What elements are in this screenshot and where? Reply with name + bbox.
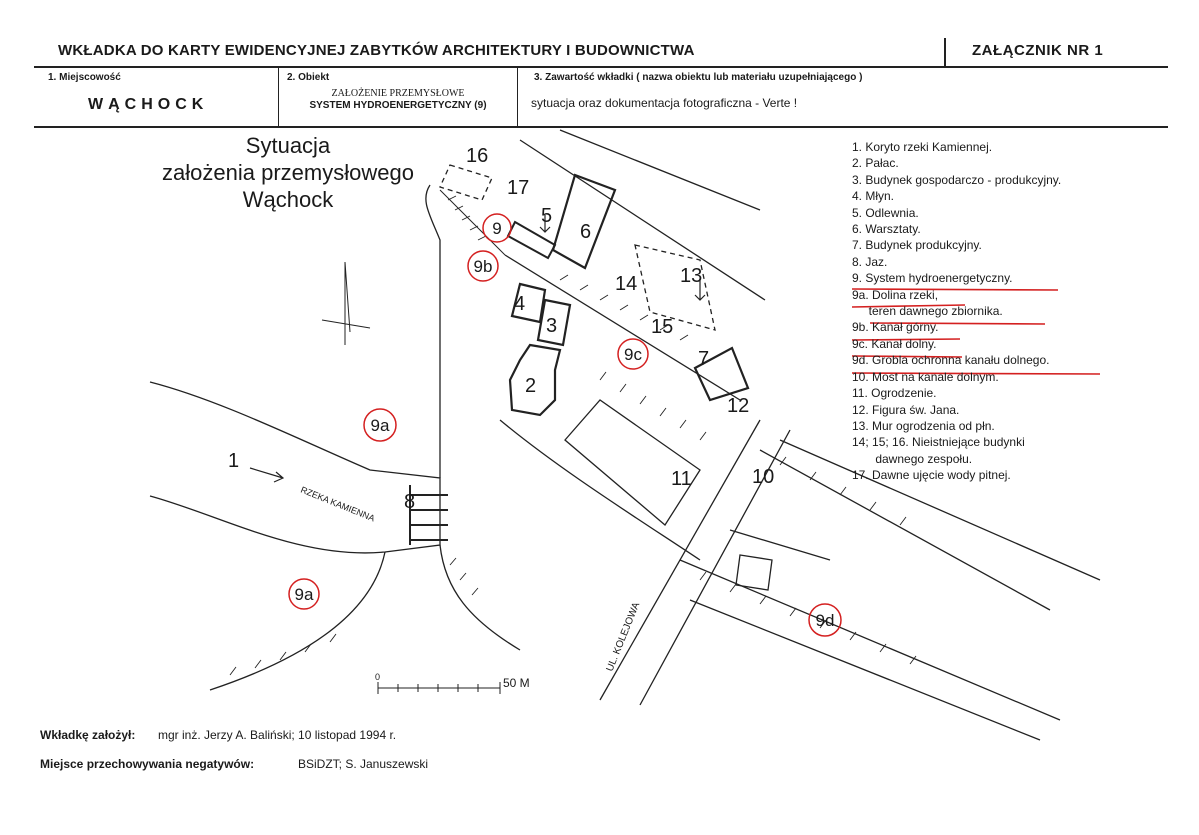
locality-label: 1. Miejscowość — [48, 72, 121, 83]
map-title-line-2: założenia przemysłowego — [162, 160, 414, 185]
label-4: 4 — [514, 293, 526, 315]
author-value: mgr inż. Jerzy A. Baliński; 10 listopad 1994 r. — [158, 728, 397, 742]
label-17: 17 — [507, 177, 530, 199]
circled-label-9a-lower: 9a — [294, 585, 314, 604]
author-label: Wkładkę założył: — [40, 728, 136, 742]
legend-item: 9d. Grobla ochronna kanału dolnego. — [852, 353, 1050, 368]
river-outline — [150, 382, 440, 553]
circled-label-9b: 9b — [473, 257, 493, 276]
circled-label-9a-upper: 9a — [370, 416, 390, 435]
legend-item: 7. Budynek produkcyjny. — [852, 238, 982, 253]
storage-value: BSiDZT; S. Januszewski — [298, 757, 429, 771]
legend-item: 9. System hydroenergetyczny. — [852, 271, 1013, 286]
legend-item: 1. Koryto rzeki Kamiennej. — [852, 140, 993, 154]
map-title-line-1: Sytuacja — [245, 133, 331, 158]
contents-value: sytuacja oraz dokumentacja fotograficzna - Verte ! — [531, 96, 798, 110]
legend-item: dawnego zespołu. — [852, 451, 973, 466]
legend-item: 9a. Dolina rzeki, — [852, 287, 939, 302]
scale-label: 50 M — [503, 676, 530, 690]
annex-number: ZAŁĄCZNIK NR 1 — [972, 42, 1104, 59]
label-6: 6 — [580, 221, 592, 243]
legend-item: 9b. Kanał górny. — [852, 320, 939, 335]
storage-label: Miejsce przechowywania negatywów: — [40, 757, 255, 771]
scale-bar — [378, 682, 500, 694]
map-title-line-3: Wąchock — [242, 187, 334, 212]
label-5: 5 — [541, 205, 553, 227]
river-label: RZEKA KAMIENNA — [299, 484, 377, 524]
label-8: 8 — [404, 491, 416, 513]
label-3: 3 — [546, 315, 558, 337]
object-line-2: SYSTEM HYDROENERGETYCZNY (9) — [309, 100, 487, 111]
legend-item: 17. Dawne ujęcie wody pitnej. — [852, 468, 1011, 483]
label-2: 2 — [525, 375, 537, 397]
object-label: 2. Obiekt — [287, 72, 330, 83]
legend-item: teren dawnego zbiornika. — [852, 304, 1003, 319]
legend-item: 3. Budynek gospodarczo - produkcyjny. — [852, 172, 1062, 187]
legend-item: 12. Figura św. Jana. — [852, 402, 960, 417]
label-1: 1 — [228, 450, 240, 472]
circled-label-9c: 9c — [624, 345, 642, 364]
circled-label-9d: 9d — [815, 611, 835, 630]
document-title: WKŁADKA DO KARTY EWIDENCYJNEJ ZABYTKÓW ARCHITEKTURY I BUDOWNICTWA — [58, 42, 695, 59]
label-10: 10 — [752, 466, 775, 488]
legend-item: 6. Warsztaty. — [852, 222, 921, 237]
street-label: UL. KOLEJOWA — [604, 600, 643, 674]
label-12: 12 — [727, 395, 750, 417]
legend — [852, 139, 1061, 484]
legend-item: 13. Mur ogrodzenia od płn. — [852, 418, 995, 433]
label-13: 13 — [680, 265, 703, 287]
legend-item: 14; 15; 16. Nieistniejące budynki — [852, 435, 1025, 450]
legend-item: 2. Pałac. — [852, 156, 899, 171]
label-7: 7 — [698, 348, 710, 370]
legend-item: 11. Ogrodzenie. — [852, 386, 937, 401]
circled-label-9: 9 — [492, 219, 502, 238]
legend-item: 8. Jaz. — [852, 254, 888, 269]
legend-item: 5. Odlewnia. — [852, 205, 919, 220]
label-15: 15 — [651, 316, 674, 338]
flow-arrow — [250, 468, 283, 482]
locality-value: WĄCHOCK — [88, 96, 209, 113]
label-16: 16 — [466, 145, 489, 167]
scale-zero: 0 — [375, 672, 381, 682]
legend-item: 4. Młyn. — [852, 189, 895, 204]
contents-label: 3. Zawartość wkładki ( nazwa obiektu lub materiału uzupełniającego ) — [534, 72, 863, 83]
legend-item: 9c. Kanał dolny. — [852, 336, 937, 351]
north-arrow — [322, 262, 370, 345]
object-line-1: ZAŁOŻENIE PRZEMYSŁOWE — [331, 88, 465, 99]
legend-item: 10. Most na kanale dolnym. — [852, 369, 999, 384]
label-14: 14 — [615, 273, 638, 295]
label-11: 11 — [671, 468, 692, 490]
